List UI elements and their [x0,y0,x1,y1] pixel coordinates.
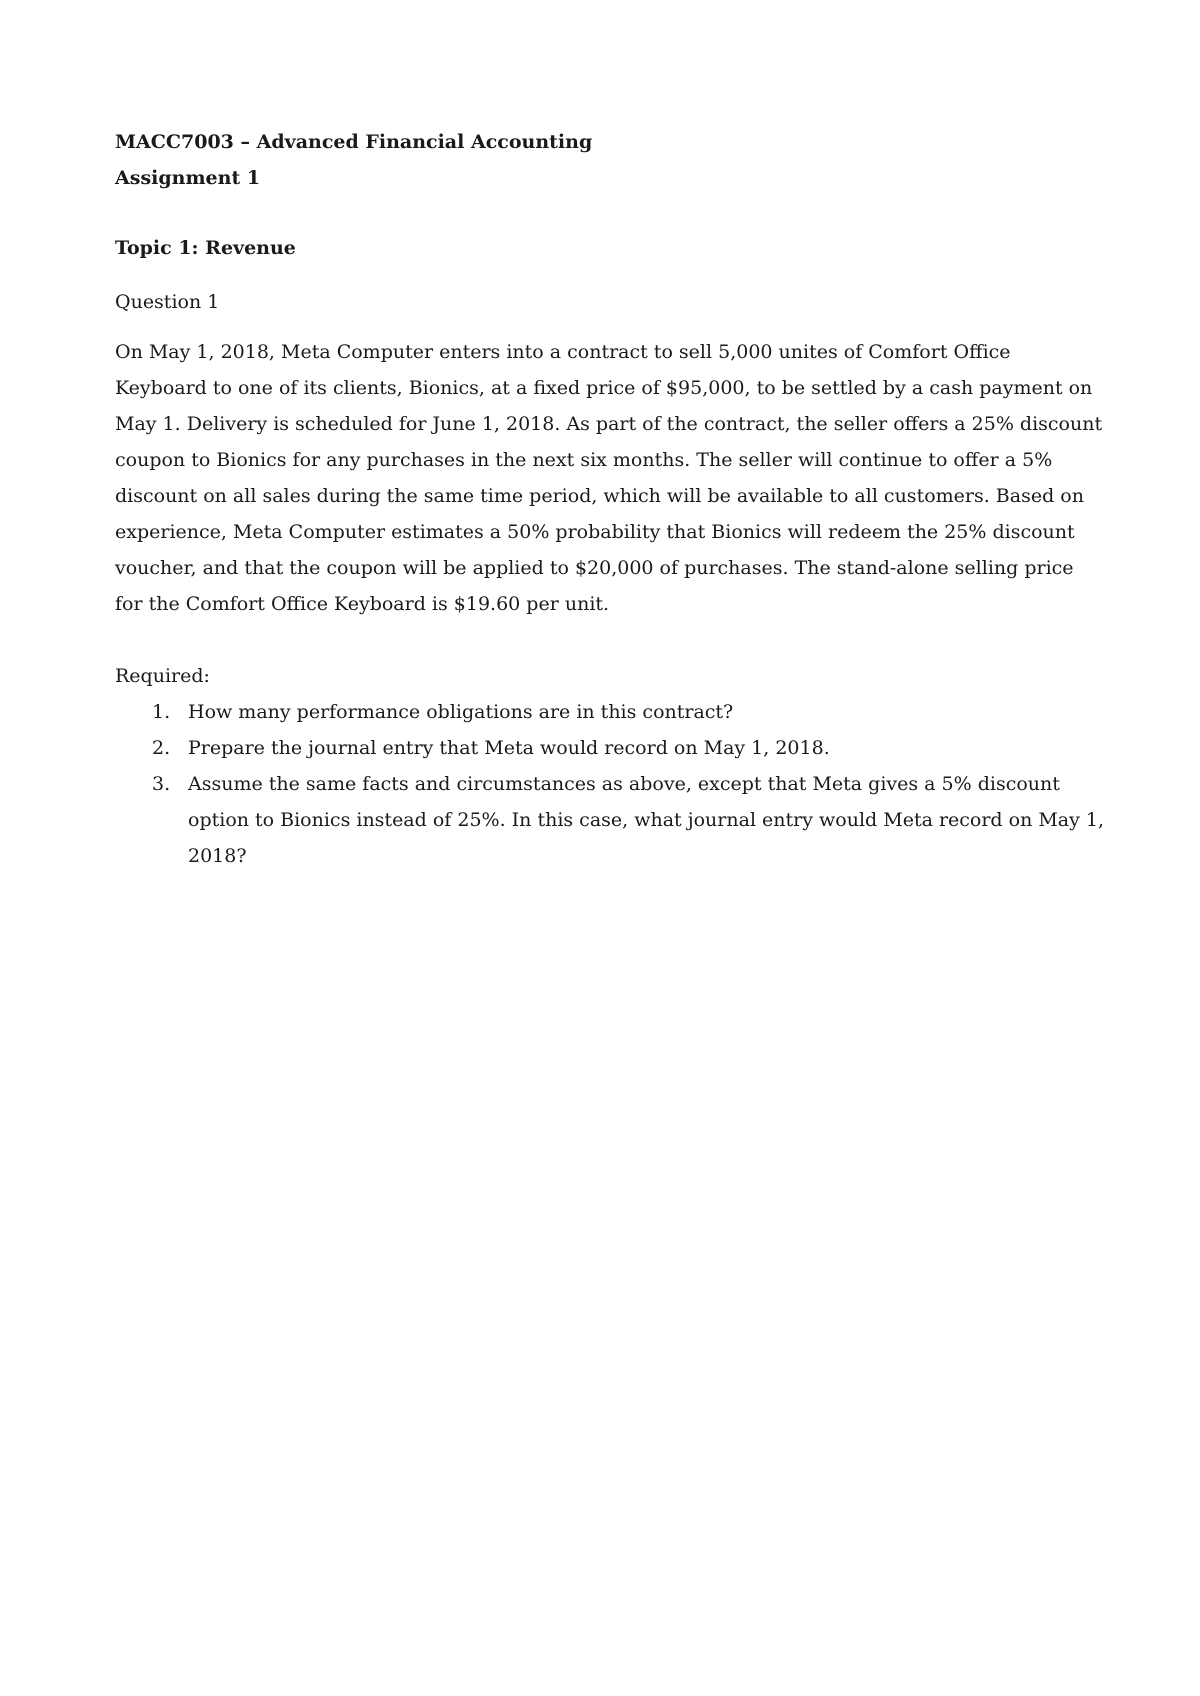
requirement-item [115,694,1105,730]
requirement-number: 3. [152,773,171,795]
requirement-text: Assume the same facts and circumstances as above, except that Meta gives a 5% discount option to Bionics instead of 25%. In this case, what journal entry would Meta record on May 1, 2018? [188,773,1105,867]
requirements-list [115,694,1105,874]
requirement-text: Prepare the journal entry that Meta would record on May 1, 2018. [188,737,830,759]
required-label: Required: [115,665,210,687]
requirement-text: How many performance obligations are in this contract? [188,701,734,723]
assignment-title: Assignment 1 [115,167,261,189]
requirement-number: 2. [152,737,171,759]
question-body: On May 1, 2018, Meta Computer enters into a contract to sell 5,000 unites of Comfort Office Keyboard to one of its clients, Bionics, at a fixed price of $95,000, to be settled by a cash payment on May 1. Delivery is scheduled for June 1, 2018. As part of the contract, the seller offers a 25% discount coupon to Bionics for any purchases in the next six months. The seller will continue to offer a 5% discount on all sales during the same time period, which will be available to all customers. Based on experience, Meta Computer estimates a 50% probability that Bionics will redeem the 25% discount voucher, and that the coupon will be applied to $20,000 of purchases. The stand-alone selling price for the Comfort Office Keyboard is $19.60 per unit. [115,341,1103,615]
requirement-item [115,730,1105,766]
topic-title: Topic 1: Revenue [115,237,296,259]
question-label: Question 1 [115,291,220,313]
requirement-number: 1. [152,701,171,723]
course-title: MACC7003 – Advanced Financial Accounting [115,131,593,153]
requirement-item [115,766,1105,874]
document-content [115,124,1105,874]
